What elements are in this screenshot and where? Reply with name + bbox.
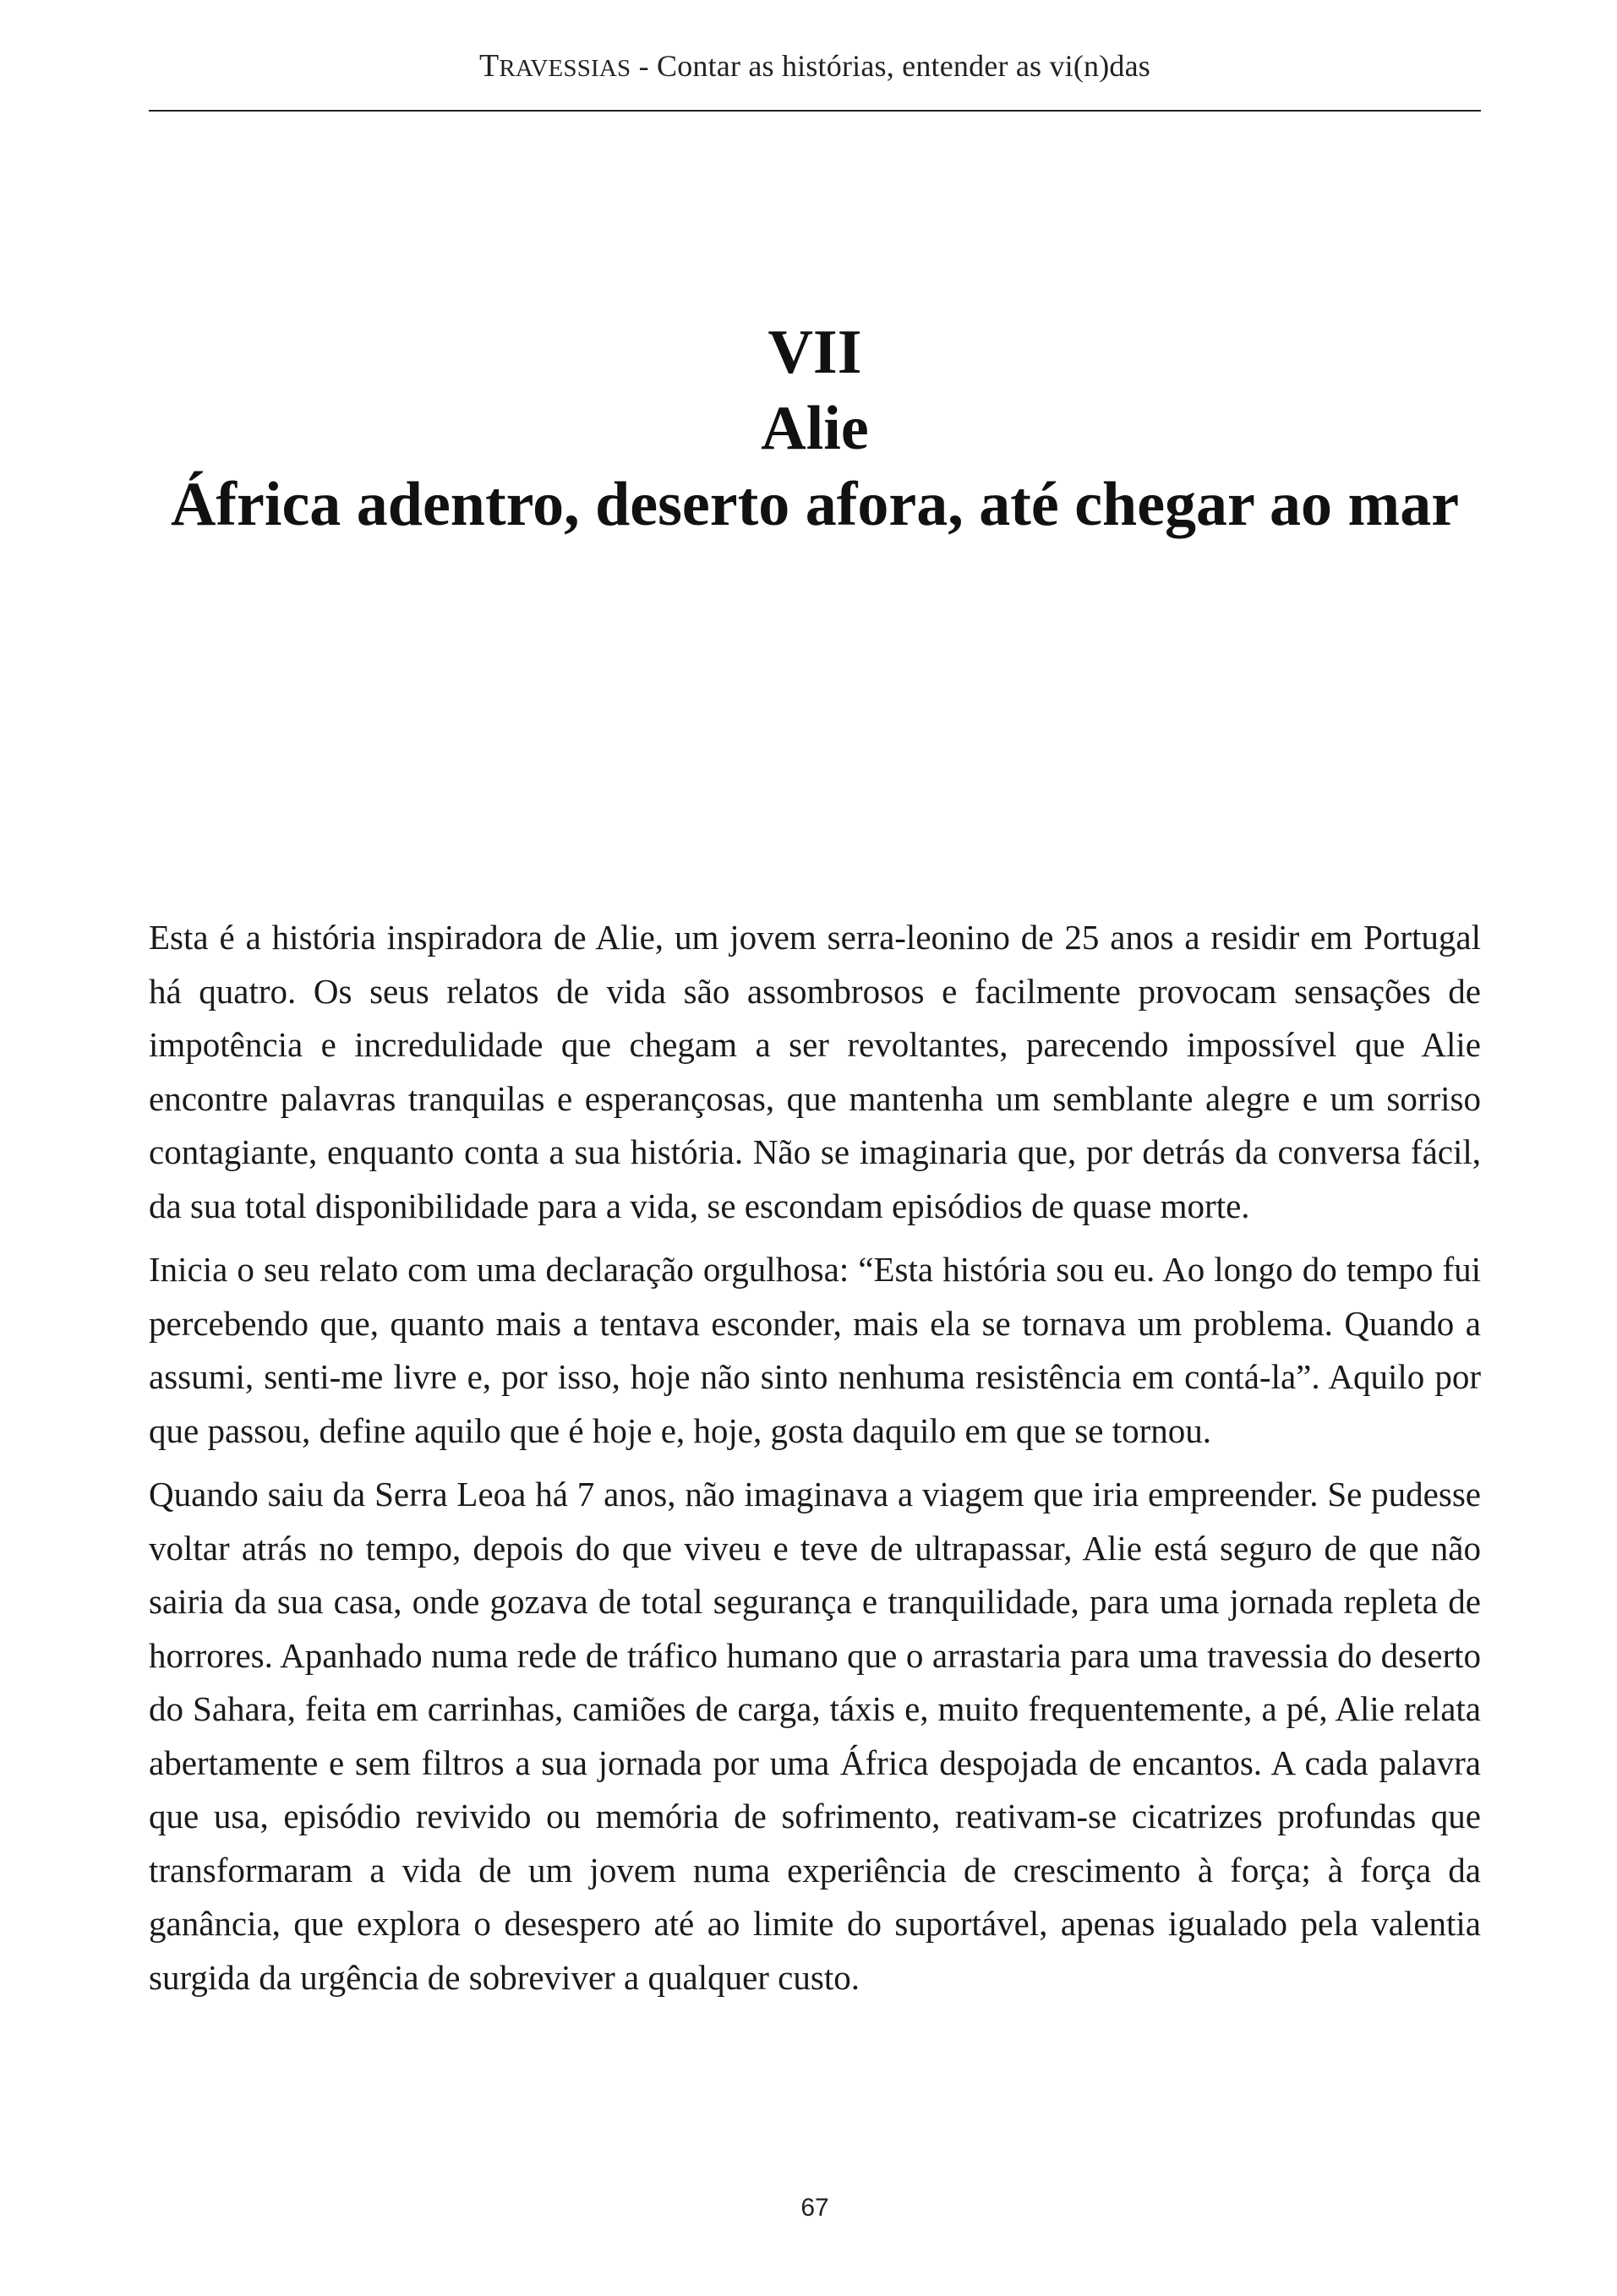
chapter-name: Alie [761,394,869,463]
chapter-heading [149,314,1481,543]
running-head-series-initial: T [478,48,500,84]
chapter-title: África adentro, deserto afora, até chegar ao mar [170,470,1460,539]
page-number: 67 [800,2194,829,2222]
paragraph-1: Esta é a história inspiradora de Alie, um jovem serra-leonino de 25 anos a residir em Portugal há quatro. Os seus relatos de vida são assombrosos e facilmente provocam sensações de impotência e incredulidade que chegam a ser revoltantes, parecendo impossível que Alie encontre palavras tranquilas e esperançosas, que mantenha um semblante alegre e um sorriso contagiante, enquanto conta a sua história. Não se imaginaria que, por detrás da conversa fácil, da sua total disponibilidade para a vida, se escondam episódios de quase morte. [149,918,1481,1225]
running-head [149,44,1481,90]
header-rule [149,110,1481,112]
paragraph-2: Inicia o seu relato com uma declaração orgulhosa: “Esta história sou eu. Ao longo do tempo fui percebendo que, quanto mais a tentava esconder, mais ela se tornava um problema. Quando a assumi, senti-me livre e, por isso, hoje não sinto nenhuma resistência em contá-la”. Aquilo por que passou, define aquilo que é hoje e, hoje, gosta daquilo em que se tornou. [149,1250,1481,1450]
body-text [149,911,1481,2015]
running-head-subtitle: - Contar as histórias, entender as vi(n)das [631,49,1151,83]
chapter-number: VII [768,318,862,387]
paragraph-3: Quando saiu da Serra Leoa há 7 anos, não imaginava a viagem que iria empreender. Se pudesse voltar atrás no tempo, depois do que viveu e teve de ultrapassar, Alie está seguro de que não sairia da sua casa, onde gozava de total segurança e tranquilidade, para uma jornada repleta de horrores. Apanhado numa rede de tráfico humano que o arrastaria para uma travessia do deserto do Sahara, feita em carrinhas, camiões de carga, táxis e, muito frequentemente, a pé, Alie relata abertamente e sem filtros a sua jornada por uma África despojada de encantos. A cada palavra que usa, episódio revivido ou memória de sofrimento, reativam-se cicatrizes profundas que transformaram a vida de um jovem numa experiência de crescimento à força; à força da ganância, que explora o desespero até ao limite do suportável, apenas igualado pela valentia surgida da urgência de sobreviver a qualquer custo. [149,1475,1481,1997]
running-head-series: RAVESSIAS [499,55,631,82]
